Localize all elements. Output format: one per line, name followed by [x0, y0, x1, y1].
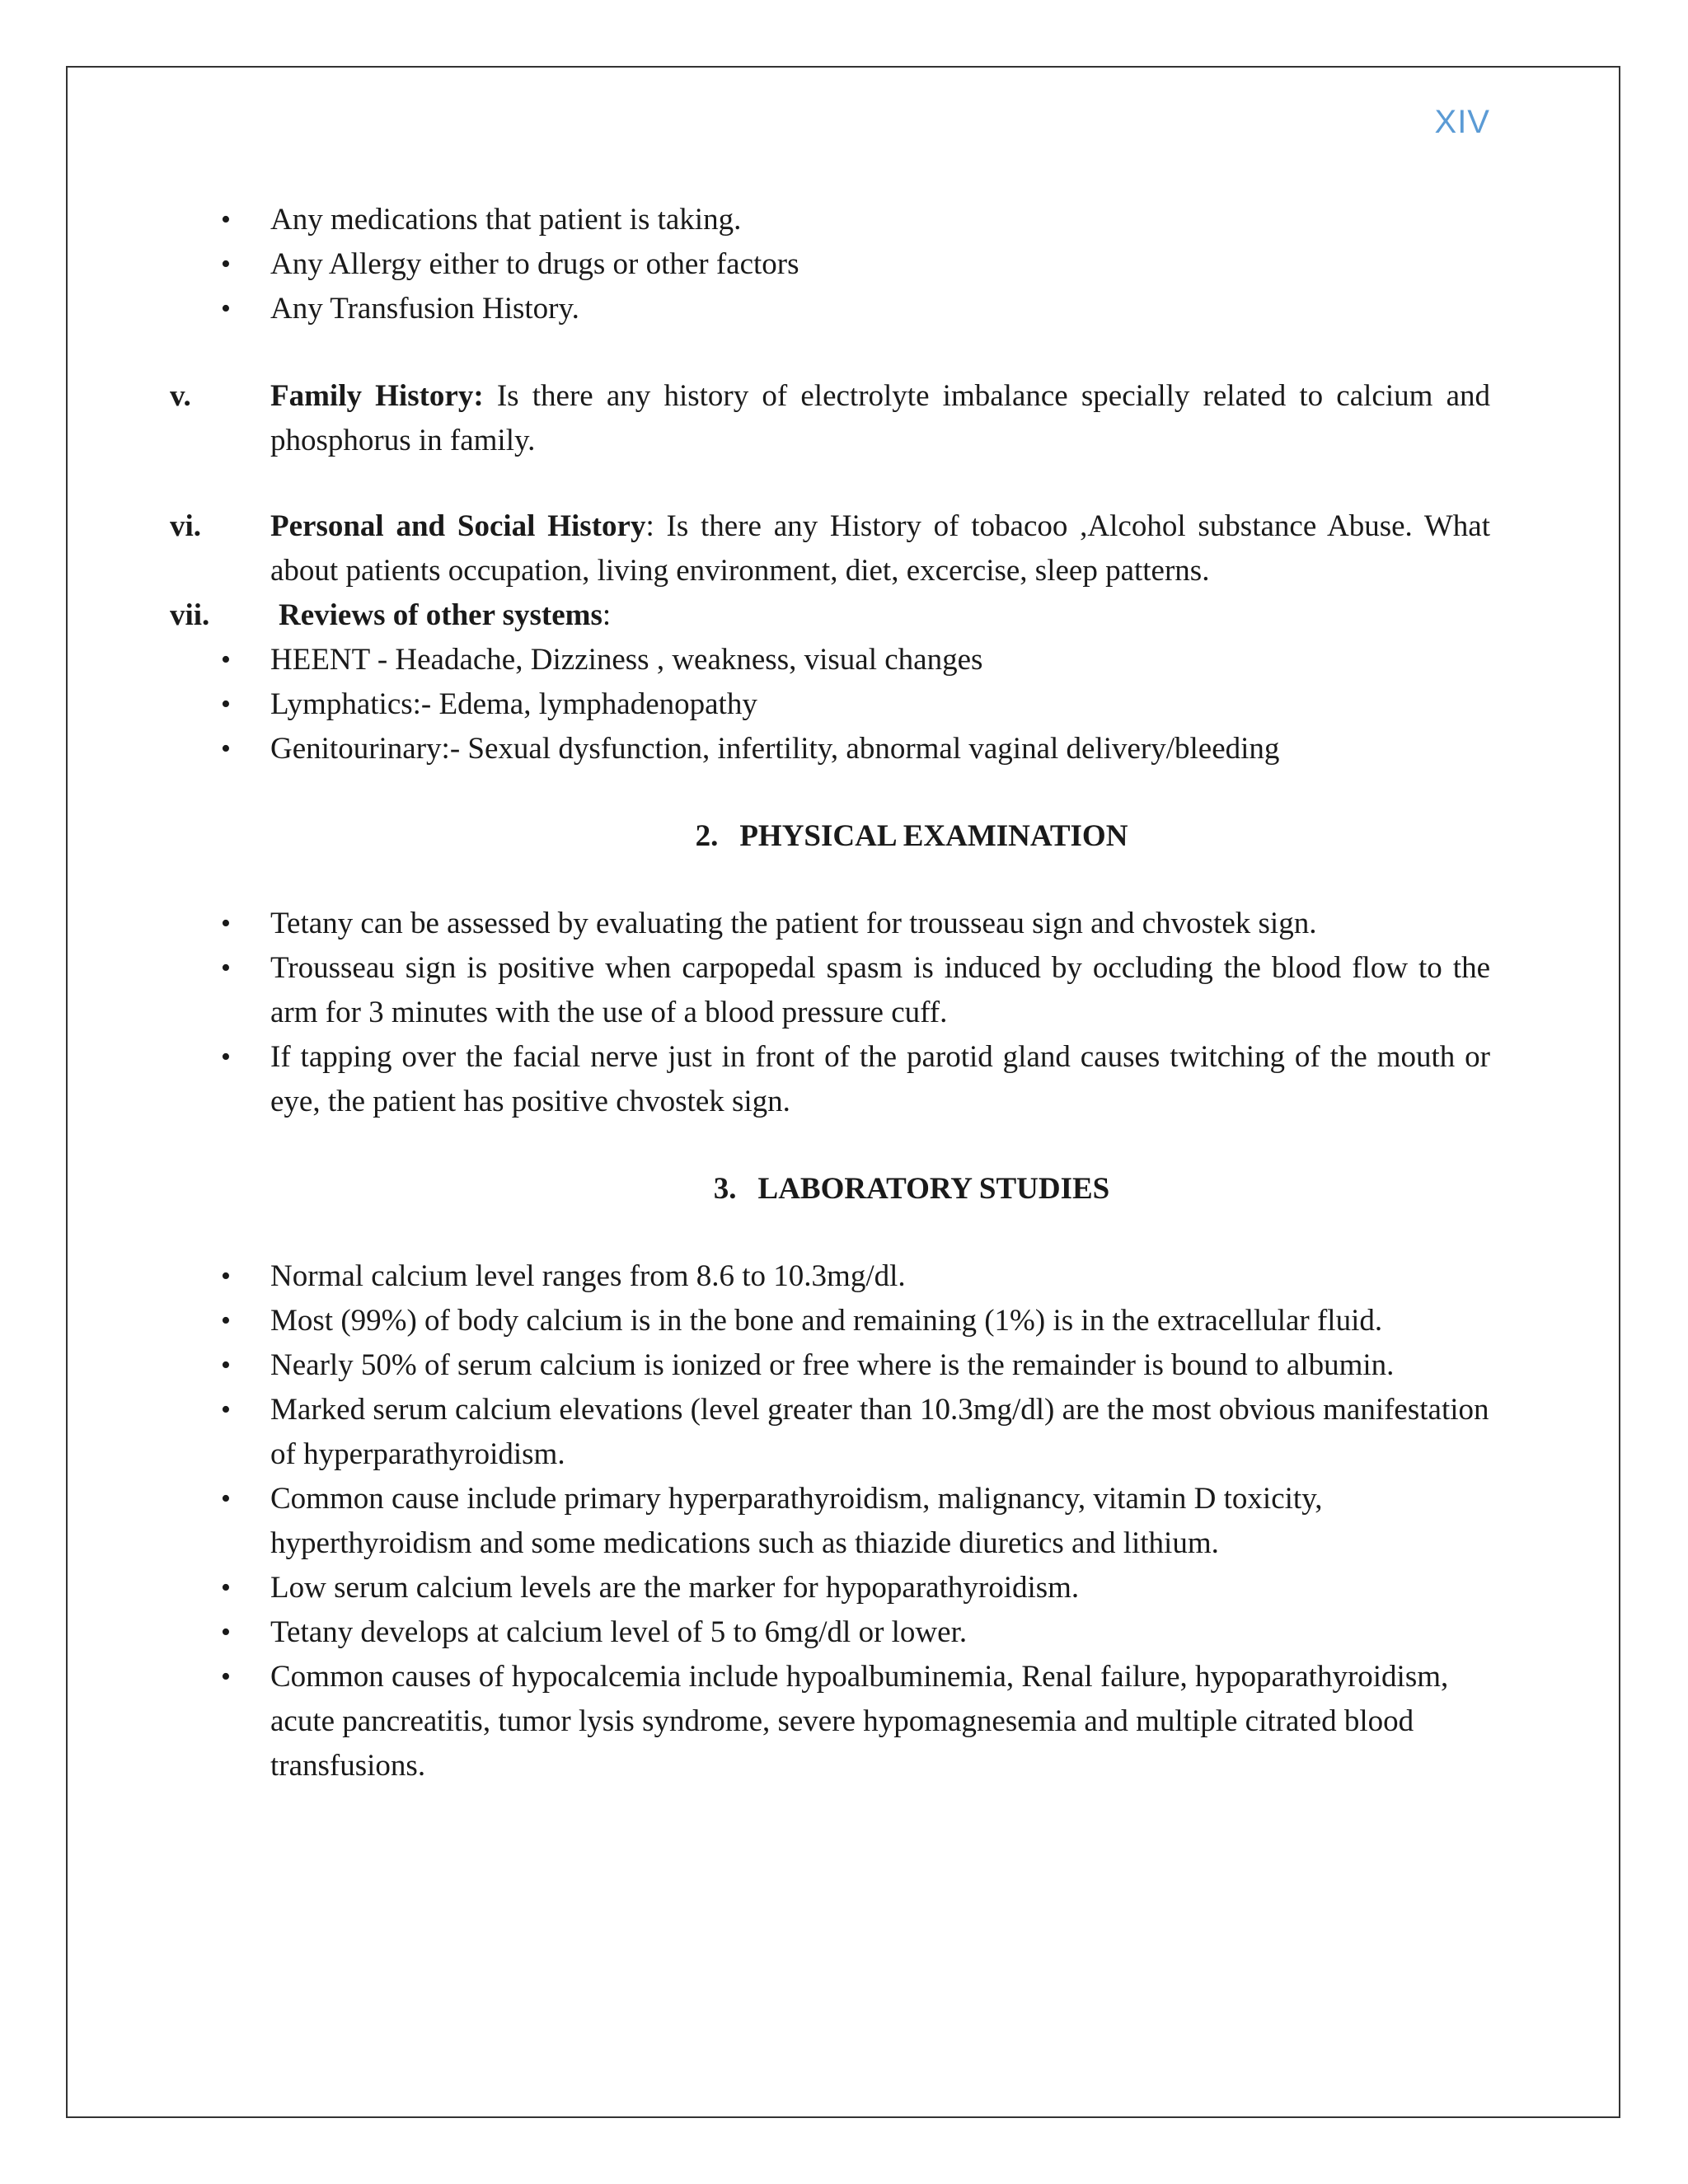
list-item: • Low serum calcium levels are the marker for hypoparathyroidism. [0, 1566, 1688, 1610]
section-heading-physical-examination [68, 814, 1688, 859]
section-title: PHYSICAL EXAMINATION [739, 819, 1128, 853]
list-item: • Any Transfusion History. [0, 287, 1688, 331]
section-number: 2. [695, 819, 719, 853]
list-item: • Most (99%) of body calcium is in the bone and remaining (1%) is in the extracellular fluid. [0, 1299, 1688, 1343]
family-history-text: Is there any history of electrolyte imbalance specially related to calcium and phosphorus in family. [270, 379, 1491, 457]
list-item: • Nearly 50% of serum calcium is ionized or free where is the remainder is bound to albumin. [0, 1343, 1688, 1388]
list-item: • Normal calcium level ranges from 8.6 to 10.3mg/dl. [0, 1254, 1688, 1299]
personal-history-text: : Is there any History of tobacoo ,Alcohol substance Abuse. What about patients occupation, living environment, diet, excercise, sleep patterns. [270, 509, 1490, 588]
lab-studies-bullet-list [0, 1254, 1688, 1788]
list-item: • Tetany can be assessed by evaluating the patient for trousseau sign and chvostek sign. [0, 902, 1688, 946]
section-title: LABORATORY STUDIES [757, 1172, 1110, 1206]
list-item: • Common causes of hypocalcemia include hypoalbuminemia, Renal failure, hypoparathyroidism, acute pancreatitis, tumor lysis syndrome, severe hypomagnesemia and multiple citrated blood transfusions. [0, 1655, 1688, 1788]
list-item: • HEENT - Headache, Dizziness , weakness, visual changes [0, 638, 1688, 682]
section-number: 3. [713, 1172, 737, 1206]
reviews-label: Reviews of other systems [279, 598, 603, 632]
personal-history-label: Personal and Social History [270, 509, 646, 543]
list-item: • If tapping over the facial nerve just in front of the parotid gland causes twitching of the mouth or eye, the patient has positive chvostek sign. [0, 1035, 1688, 1124]
list-item: • Marked serum calcium elevations (level greater than 10.3mg/dl) are the most obvious manifestation of hyperparathyroidism. [0, 1388, 1688, 1477]
review-bullet-list [0, 638, 1688, 771]
list-item: • Any medications that patient is taking. [0, 198, 1688, 242]
roman-numeral: vii. [170, 598, 210, 632]
list-item: • Tetany develops at calcium level of 5 to 6mg/dl or lower. [0, 1610, 1688, 1655]
family-history-label: Family History: [270, 379, 484, 413]
list-item: • Genitourinary:- Sexual dysfunction, infertility, abnormal vaginal delivery/bleeding [0, 727, 1688, 771]
history-bullet-list [0, 198, 1688, 331]
roman-numeral: vi. [170, 509, 202, 543]
section-heading-laboratory-studies [68, 1167, 1688, 1212]
family-history-item [0, 374, 1688, 463]
page-number: XIV [1434, 104, 1490, 140]
list-item: • Lymphatics:- Edema, lymphadenopathy [0, 682, 1688, 727]
personal-history-item [0, 504, 1688, 593]
list-item: • Any Allergy either to drugs or other factors [0, 242, 1688, 287]
physical-exam-bullet-list [0, 902, 1688, 1124]
list-item: • Common cause include primary hyperparathyroidism, malignancy, vitamin D toxicity, hyperthyroidism and some medications such as thiazide diuretics and lithium. [0, 1477, 1688, 1566]
reviews-suffix: : [602, 598, 612, 632]
reviews-item [0, 593, 1688, 638]
list-item: • Trousseau sign is positive when carpopedal spasm is induced by occluding the blood flow to the arm for 3 minutes with the use of a blood pressure cuff. [0, 946, 1688, 1035]
roman-numeral: v. [170, 379, 191, 413]
